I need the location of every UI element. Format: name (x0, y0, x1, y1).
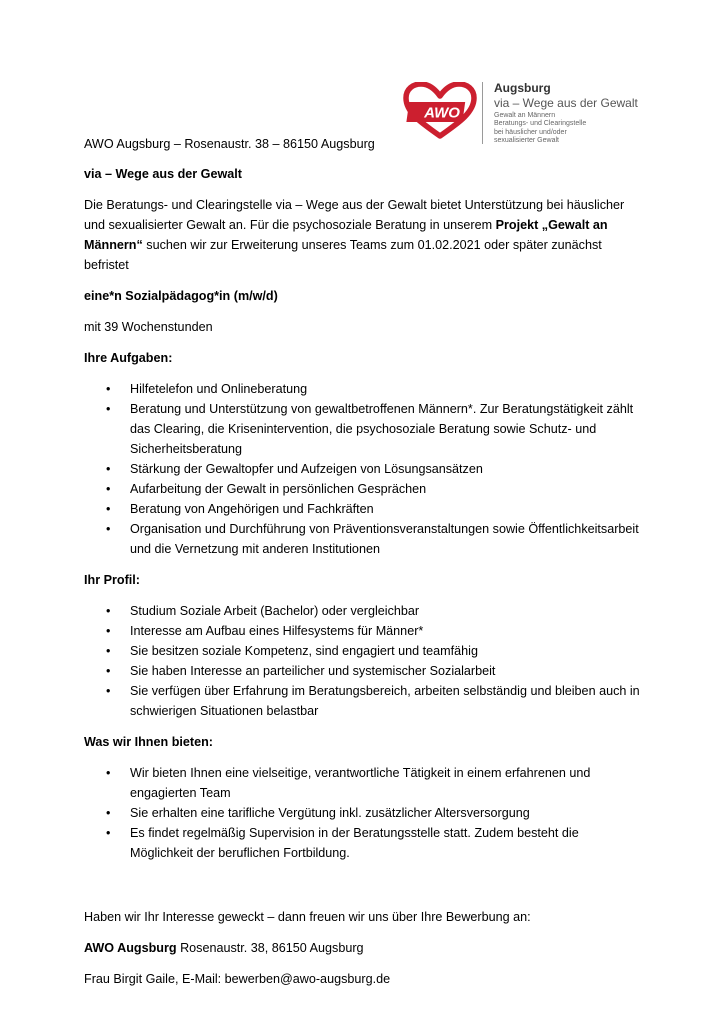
tasks-heading: Ihre Aufgaben: (84, 351, 173, 365)
contact-person: Frau Birgit Gaile, E-Mail: bewerben@awo-augsburg.de (84, 972, 391, 986)
awo-brand-text: AWO (424, 104, 460, 122)
list-item: • Aufarbeitung der Gewalt in persönlichen Gesprächen (84, 479, 644, 499)
intro-text-2: suchen wir zur Erweiterung unseres Teams zum 01.02.2021 oder später zunächst befristet (84, 238, 602, 272)
offer-heading: Was wir Ihnen bieten: (84, 735, 213, 749)
list-item: • Sie verfügen über Erfahrung im Beratungsbereich, arbeiten selbständig und bleiben auch in schwierigen Situationen belastbar (84, 681, 644, 721)
list-item: • Beratung von Angehörigen und Fachkräften (84, 499, 644, 519)
awo-heart-logo-icon (402, 82, 478, 140)
list-item: • Hilfetelefon und Onlineberatung (84, 379, 644, 399)
page-heading: via – Wege aus der Gewalt (84, 167, 242, 181)
project-name: Projekt „Gewalt an Männern“ (84, 218, 608, 252)
contact-organisation (84, 938, 644, 958)
list-item: • Stärkung der Gewaltopfer und Aufzeigen von Lösungsansätzen (84, 459, 644, 479)
closing-text: Haben wir Ihr Interesse geweckt – dann freuen wir uns über Ihre Bewerbung an: (84, 910, 531, 924)
list-item: • Wir bieten Ihnen eine vielseitige, verantwortliche Tätigkeit in einem erfahrenen und engagierten Team (84, 763, 644, 803)
list-item: • Sie haben Interesse an parteilicher und systemischer Sozialarbeit (84, 661, 644, 681)
logo-city: Augsburg (494, 81, 551, 95)
intro-paragraph (84, 195, 644, 275)
intro-text-1: Die Beratungs- und Clearingstelle via – Wege aus der Gewalt bietet Unterstützung bei häuslicher und sexualisierter Gewalt an. Für die psychosoziale Beratung in unserem (84, 198, 625, 232)
list-item: • Interesse am Aufbau eines Hilfesystems für Männer* (84, 621, 644, 641)
list-item: • Sie erhalten eine tarifliche Vergütung inkl. zusätzlicher Altersversorgung (84, 803, 644, 823)
logo-project: via – Wege aus der Gewalt (494, 96, 638, 110)
working-hours: mit 39 Wochenstunden (84, 320, 213, 334)
sender-address: AWO Augsburg – Rosenaustr. 38 – 86150 Augsburg (84, 137, 375, 151)
contact-org-name: AWO Augsburg (84, 941, 177, 955)
contact-org-address: Rosenaustr. 38, 86150 Augsburg (176, 941, 364, 955)
list-item: • Organisation und Durchführung von Präventionsveranstaltungen sowie Öffentlichkeitsarbeit und die Vernetzung mit anderen Institutionen (84, 519, 644, 559)
list-item: • Studium Soziale Arbeit (Bachelor) oder vergleichbar (84, 601, 644, 621)
position-title: eine*n Sozialpädagog*in (m/w/d) (84, 289, 278, 303)
profile-heading: Ihr Profil: (84, 573, 140, 587)
offer-list (84, 763, 644, 863)
list-item: • Es findet regelmäßig Supervision in der Beratungsstelle statt. Zudem besteht die Möglichkeit der beruflichen Fortbildung. (84, 823, 644, 863)
tasks-list (84, 379, 644, 559)
list-item: • Beratung und Unterstützung von gewaltbetroffenen Männern*. Zur Beratungstätigkeit zählt das Clearing, die Krisenintervention, die psychosoziale Beratung sowie Schutz- und Sicherheitsberatung (84, 399, 644, 459)
logo-description: Gewalt an Männern Beratungs- und Clearingstelle bei häuslicher und/oder sexualisierter Gewalt (494, 112, 587, 145)
profile-list (84, 601, 644, 721)
job-posting (84, 134, 644, 989)
list-item: • Sie besitzen soziale Kompetenz, sind engagiert und teamfähig (84, 641, 644, 661)
